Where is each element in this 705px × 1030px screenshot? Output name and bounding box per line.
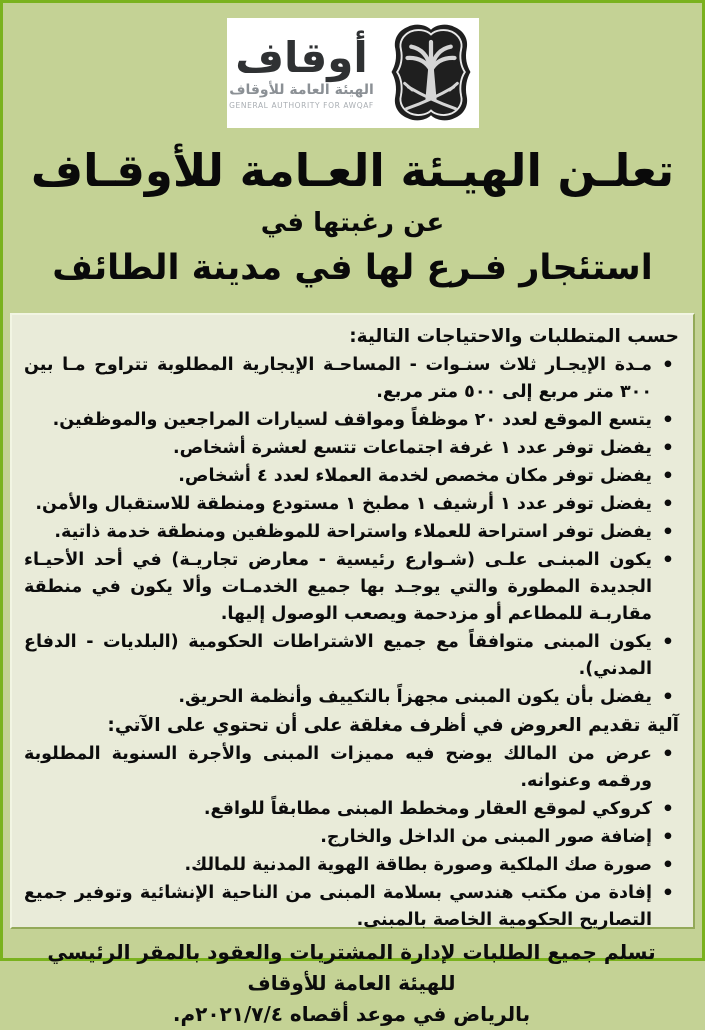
headline-desire: عن رغبتها في: [260, 208, 445, 238]
headline-rent-branch-taif: استئجار فـرع لها في مدينة الطائف: [52, 248, 653, 289]
requirements-panel: [10, 313, 695, 1027]
requirement-item: • مـدة الإيجـار ثلاث سنـوات - المساحـة الإيجارية المطلوبة تتراوح مـا بين ٣٠٠ متر مربع إلى ٥٠٠ متر مربع.: [24, 352, 679, 406]
headline-authority: تعلـن الهيـئة العـامة للأوقـاف: [30, 144, 675, 197]
delivery-instructions: [24, 937, 679, 1030]
awqaf-announcement: [3, 18, 702, 1027]
submission-heading: آلية تقديم العروض في أظرف مغلقة على أن تحتوي على الآتي:: [107, 715, 679, 737]
requirements-list: [24, 352, 679, 711]
requirement-item: • يتسع الموقع لعدد ٢٠ موظفاً ومواقف لسيارات المراجعين والموظفين.: [24, 407, 679, 434]
submission-list: [24, 741, 679, 934]
requirement-item: • يفضل توفر عدد ١ غرفة اجتماعات تتسع لعشرة أشخاص.: [24, 435, 679, 462]
requirement-item: • يفضل توفر مكان مخصص لخدمة العملاء لعدد ٤ أشخاص.: [24, 463, 679, 490]
submission-item: • إضافة صور المبنى من الداخل والخارج.: [24, 824, 679, 851]
requirements-heading: حسب المتطلبات والاحتياجات التالية:: [349, 326, 679, 348]
requirement-item: • يفضل بأن يكون المبنى مجهزاً بالتكييف وأنظمة الحريق.: [24, 684, 679, 711]
delivery-instructions-line1: تسلم جميع الطلبات لإدارة المشتريات والعقود بالمقر الرئيسي للهيئة العامة للأوقاف: [47, 940, 656, 996]
awqaf-logo: [227, 18, 479, 128]
logo-authority-arabic: الهيئة العامة للأوقاف: [229, 82, 374, 99]
submission-item: • صورة صك الملكية وصورة بطاقة الهوية المدنية للمالك.: [24, 852, 679, 879]
palm-and-crossed-swords-shield-icon: [384, 21, 478, 125]
logo-authority-english: GENERAL AUTHORITY FOR AWQAF: [229, 101, 374, 111]
submission-item: • كروكي لموقع العقار ومخطط المبنى مطابقاً للواقع.: [24, 796, 679, 823]
logo-text-block: [228, 32, 376, 111]
submission-item: • عرض من المالك يوضح فيه مميزات المبنى والأجرة السنوية المطلوبة ورقمه وعنوانه.: [24, 741, 679, 795]
delivery-deadline-line2: بالرياض في موعد أقصاه ٢٠٢١/٧/٤م.: [172, 1002, 531, 1027]
requirement-item: • يفضل توفر عدد ١ أرشيف ١ مطبخ ١ مستودع ومنطقة للاستقبال والأمن.: [24, 491, 679, 518]
logo-brand-arabic: أوقاف: [235, 32, 368, 82]
requirement-item: • يكون المبنـى علـى (شـوارع رئيسية - معارض تجاريـة) في أحد الأحيـاء الجديدة المطورة والتي يوجـد بها جميع الخدمـات وألا يكون في منطقة مقاربـة للمطاعم أو مزدحمة ويصعب الوصول إليها.: [24, 547, 679, 628]
requirement-item: • يفضل توفر استراحة للعملاء واستراحة للموظفين ومنطقة خدمة ذاتية.: [24, 519, 679, 546]
requirement-item: • يكون المبنى متوافقاً مع جميع الاشتراطات الحكومية (البلديات - الدفاع المدني).: [24, 629, 679, 683]
submission-item: • إفادة من مكتب هندسي بسلامة المبنى من الناحية الإنشائية وتوفير جميع التصاريح الحكومية الخاصة بالمبنى.: [24, 880, 679, 934]
